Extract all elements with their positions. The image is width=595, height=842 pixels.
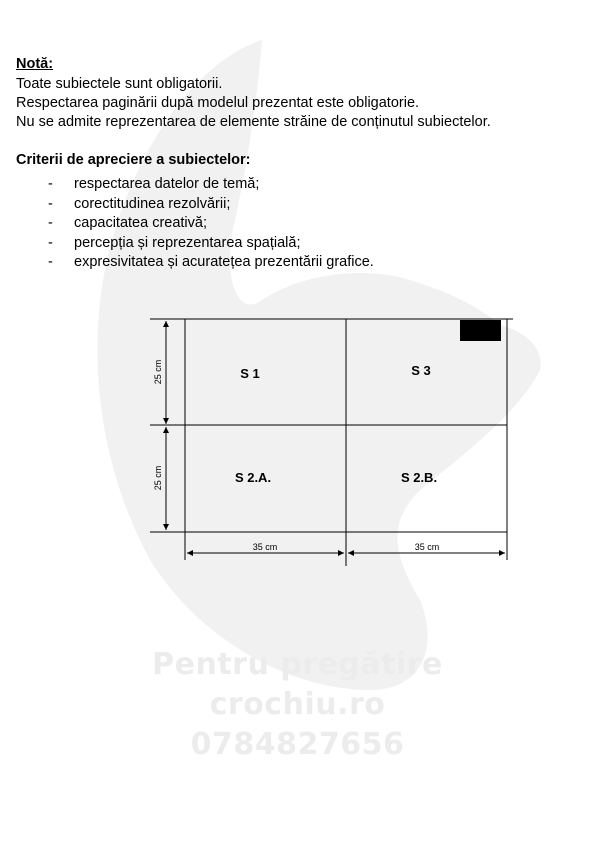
- width-label-left: 35 cm: [252, 542, 278, 552]
- note-line-3: Nu se admite reprezentarea de elemente străine de conținutul subiectelor.: [16, 114, 491, 130]
- cell-label-s3: S 3: [411, 363, 431, 378]
- criteria-item-text: respectarea datelor de temă;: [74, 176, 260, 192]
- height-label-top: 25 cm: [153, 359, 163, 385]
- watermark-line-1: Pentru pregătire: [152, 647, 443, 682]
- width-label-right: 35 cm: [414, 542, 440, 552]
- note-line-1: Toate subiectele sunt obligatorii.: [16, 76, 223, 92]
- height-label-bottom: 25 cm: [153, 465, 163, 491]
- black-marker-box: [460, 320, 501, 341]
- bullet-dash: -: [48, 234, 53, 251]
- criteria-title: Criterii de apreciere a subiectelor:: [16, 152, 251, 168]
- bullet-dash: -: [48, 195, 53, 212]
- criteria-item-text: expresivitatea și acuratețea prezentării grafice.: [74, 254, 374, 270]
- watermark-line-2: crochiu.ro: [209, 687, 386, 722]
- bullet-dash: -: [48, 254, 53, 270]
- bullet-dash: -: [48, 215, 53, 231]
- cell-label-s1: S 1: [240, 366, 260, 381]
- watermark-line-3: 0784827656: [190, 727, 405, 762]
- cell-label-s2b: S 2.B.: [400, 470, 438, 485]
- criteria-item-text: corectitudinea rezolvării;: [74, 195, 231, 212]
- criteria-item-text: capacitatea creativă;: [74, 215, 207, 231]
- criteria-item-text: percepția și reprezentarea spațială;: [74, 234, 301, 251]
- cell-label-s2a: S 2.A.: [234, 470, 272, 485]
- bullet-dash: -: [48, 176, 53, 192]
- note-title: Notă:: [16, 56, 54, 72]
- note-line-2: Respectarea paginării după modelul prezentat este obligatorie.: [16, 95, 420, 111]
